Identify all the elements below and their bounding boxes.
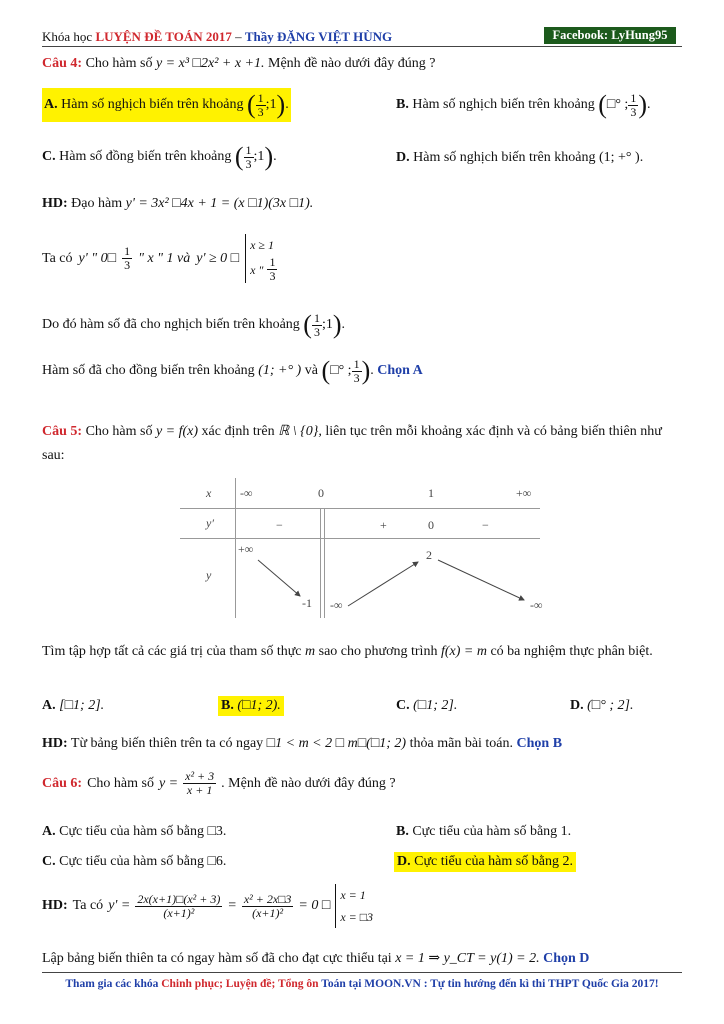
bracket-line: x = 1	[340, 888, 366, 902]
q4-option-d-label: D.	[396, 150, 410, 165]
frac-den: 3	[353, 370, 360, 385]
q4-option-b: B. Hàm số nghịch biến trên khoảng (□° ; $\frac{1}{3}$ ).	[396, 90, 651, 119]
frac-den: 3	[313, 324, 320, 339]
q4-hd-2	[42, 234, 277, 283]
frac-num: 2x(x+1)□(x² + 3)	[137, 891, 221, 906]
q4-hd-1	[42, 196, 313, 212]
q6-answer: Chọn D	[543, 951, 590, 966]
frac-den: (x+1)²	[163, 905, 195, 920]
hd-bracket	[245, 234, 277, 283]
q6-option-d-text: Cực tiểu của hàm số bằng 2.	[414, 854, 573, 869]
hd-label: HD:	[42, 898, 68, 913]
frac-den: 3	[269, 269, 276, 283]
q4-answer: Chọn A	[377, 363, 423, 379]
q6-option-a	[42, 824, 226, 840]
hd-math: " x " 1 và	[138, 250, 191, 266]
frac-num: 1	[269, 255, 276, 269]
q5-stem-text: Tìm tập hợp tất cả các giá trị của tham số thực	[42, 644, 302, 659]
q5-stem-text: Cho hàm số	[85, 424, 153, 439]
page-footer	[42, 978, 682, 990]
table-sign: 0	[428, 518, 434, 532]
q5-option-a	[42, 698, 104, 714]
frac-num: 1	[257, 90, 264, 105]
q4-label: Câu 4:	[42, 56, 83, 71]
hd-math: y' ≥ 0 □	[196, 250, 240, 266]
table-y-label: y	[206, 568, 212, 582]
variation-table	[180, 478, 543, 618]
q6-option-a-text: Cực tiểu của hàm số bằng □3.	[59, 824, 227, 839]
header-teacher: Thầy ĐẶNG VIỆT HÙNG	[244, 29, 393, 44]
frac-num: x² + 2x□3	[243, 891, 292, 906]
table-sign: −	[276, 518, 283, 532]
interval-end: ;1	[265, 97, 277, 113]
q5-stem-text: như sau:	[42, 424, 662, 463]
q4-stem-math: y = x³ □2x² + x +1.	[155, 56, 265, 71]
table-x-value: 0	[318, 486, 324, 500]
q6-option-c	[42, 854, 226, 870]
header-dash: –	[235, 29, 242, 44]
hd-math: y' " 0□	[78, 250, 117, 266]
q6-option-d	[394, 852, 576, 872]
q4-option-b-text: Hàm số nghịch biến trên khoảng	[412, 97, 595, 113]
hd-math: (1; +° )	[258, 363, 302, 379]
facebook-badge: Facebook: LyHung95	[544, 27, 676, 44]
table-x-label: x	[206, 486, 212, 500]
q6-option-d-label: D.	[397, 854, 411, 869]
hd-text: Đạo hàm	[71, 196, 123, 211]
bracket-line: x ≥ 1	[250, 238, 275, 252]
footer-highlight: Chinh phục; Luyện đề; Tổng ôn	[161, 978, 319, 990]
q6-hd-1: HD: Ta có y' = $\frac{\text{2x(x+1)□(x² + 3)}}{\text{(x+1)²}}$ = $\frac{\text{x² + 2x□3}}{\text{(x+1)²}}$ = 0 □ x = 1 x = □3	[42, 884, 373, 928]
q5-answer: Chọn B	[516, 736, 563, 751]
q5-stem-text: liên tục trên mỗi khoảng xác định và có bảng biến thiên	[325, 424, 637, 439]
q6-label: Câu 6:	[42, 775, 83, 791]
table-x-value: 1	[428, 486, 434, 500]
q5-option-b-text: (□1; 2).	[237, 698, 281, 713]
q6-stem-question: . Mệnh đề nào dưới đây đúng ?	[221, 775, 396, 791]
q5-option-b-label: B.	[221, 698, 234, 713]
hd-text: Ta có	[72, 898, 104, 913]
interval-end: ;1	[321, 317, 333, 333]
footer-divider	[42, 972, 682, 973]
hd-label: HD:	[42, 196, 68, 211]
table-y-value: +∞	[238, 542, 254, 556]
q5-option-d-text: (□° ; 2].	[587, 698, 634, 713]
q6-option-b	[396, 824, 571, 840]
arrow-down	[438, 560, 524, 600]
hd-math: x = 1 ⇒ y_CT = y(1) = 2.	[395, 951, 540, 966]
header-prefix: Khóa học	[42, 29, 93, 44]
header-divider	[42, 46, 682, 47]
table-y-value: -∞	[530, 598, 543, 612]
q5-stem-math: y = f(x)	[155, 424, 199, 439]
frac-den: (x+1)²	[252, 905, 284, 920]
frac-den: 3	[124, 258, 131, 272]
q4-stem-question: Mệnh đề nào dưới đây đúng ?	[268, 56, 436, 71]
hd-math: □1 < m < 2 □ m□(□1; 2)	[266, 736, 407, 751]
hd-math: y' = 3x² □4x + 1 = (x □1)(3x □1).	[125, 196, 314, 211]
table-sign: −	[482, 518, 489, 532]
header-course: LUYỆN ĐỀ TOÁN 2017	[95, 29, 232, 44]
frac-num: 1	[124, 244, 131, 258]
q6-option-a-label: A.	[42, 824, 56, 839]
q6-option-c-label: C.	[42, 854, 56, 869]
table-x-value: +∞	[516, 486, 532, 500]
hd-text: và	[304, 363, 318, 379]
table-y-value: -∞	[330, 598, 343, 612]
q4-hd-3: Do đó hàm số đã cho nghịch biến trên khoảng ( $\frac{1}{3}$ ;1).	[42, 310, 346, 339]
arrow-down	[258, 560, 300, 596]
frac-num: 1	[353, 356, 360, 371]
q5-option-d-label: D.	[570, 698, 584, 713]
q5-stem-text: biệt.	[628, 644, 653, 659]
hd-text: Ta có	[42, 250, 73, 266]
frac-num: 1	[245, 142, 252, 157]
table-yprime-label: y′	[206, 516, 214, 530]
hd-text: Hàm số đã cho đồng biến trên khoảng	[42, 363, 255, 379]
q4-hd-4: Hàm số đã cho đồng biến trên khoảng (1; +° ) và (□° ; $\frac{1}{3}$ ). Chọn A	[42, 356, 423, 385]
q5-stem-math: f(x) = m	[440, 644, 487, 659]
hd-bracket	[335, 884, 373, 928]
footer-text: Tham gia các khóa	[65, 978, 159, 990]
q5-stem-math: m	[305, 644, 316, 659]
hd-text: thỏa mãn bài toán.	[409, 736, 514, 751]
q5-option-d	[570, 698, 633, 714]
table-y-value: 2	[426, 548, 432, 562]
q4-option-d	[396, 150, 643, 166]
bracket-line: x "	[250, 262, 264, 277]
q4-stem	[42, 56, 435, 72]
q5-stem-set: ℝ \ {0},	[278, 424, 322, 439]
q5-option-b	[218, 696, 284, 716]
page-header	[42, 29, 392, 45]
table-y-value: -1	[302, 596, 312, 610]
q5-label: Câu 5:	[42, 424, 83, 439]
q4-option-c: C. Hàm số đồng biến trên khoảng ( $\frac{1}{3}$ ;1).	[42, 142, 277, 171]
hd-text: Do đó hàm số đã cho nghịch biến trên khoảng	[42, 317, 300, 333]
frac-num: 1	[630, 90, 637, 105]
frac-num: 1	[313, 310, 320, 325]
hd-text: Từ bảng biến thiên trên ta có ngay	[70, 736, 264, 751]
arrow-up	[348, 562, 418, 606]
q4-stem-text: Cho hàm số	[85, 56, 153, 71]
q4-option-a-label: A.	[44, 97, 58, 113]
q5-stem-text: xác định trên	[201, 424, 275, 439]
q6-hd-2	[42, 950, 589, 967]
interval-start: □° ;	[606, 97, 629, 113]
frac-den: 3	[630, 104, 637, 119]
q6-option-b-text: Cực tiểu của hàm số bằng 1.	[412, 824, 572, 839]
q5-hd	[42, 736, 562, 752]
frac-den: 3	[257, 104, 264, 119]
q4-option-d-text: Hàm số nghịch biến trên khoảng	[413, 150, 596, 165]
bracket-line: x = □3	[340, 910, 373, 924]
q5-option-c-text: (□1; 2].	[413, 698, 458, 713]
table-x-value: -∞	[240, 486, 253, 500]
q5-stem-2	[42, 640, 686, 664]
q4-option-c-text: Hàm số đồng biến trên khoảng	[59, 149, 232, 165]
q6-option-c-text: Cực tiểu của hàm số bằng □6.	[59, 854, 227, 869]
q4-option-d-interval: (1; +° ).	[598, 150, 644, 165]
q6-stem-text: Cho hàm số	[87, 775, 154, 791]
q5-option-a-text: [□1; 2].	[59, 698, 105, 713]
table-sign: +	[380, 518, 387, 532]
q5-option-a-label: A.	[42, 698, 56, 713]
q5-stem	[42, 420, 686, 468]
q5-stem-text: sao cho phương trình	[318, 644, 438, 659]
q5-option-c-label: C.	[396, 698, 410, 713]
q6-option-b-label: B.	[396, 824, 409, 839]
q4-option-a: A. Hàm số nghịch biến trên khoảng ( $\frac{1}{3}$ ;1).	[42, 88, 291, 122]
hd-label: HD:	[42, 736, 68, 751]
q4-option-a-text: Hàm số nghịch biến trên khoảng	[61, 97, 244, 113]
interval-start: □° ;	[330, 363, 352, 379]
q5-option-c	[396, 698, 457, 714]
frac-den: 3	[245, 156, 252, 171]
q6-stem: Câu 6: Cho hàm số y = $\frac{\text{x² + 3}}{x + 1}$ . Mệnh đề nào dưới đây đúng ?	[42, 769, 396, 797]
frac-num: x² + 3	[185, 769, 215, 783]
hd-math: = 0 □	[298, 898, 331, 913]
q5-stem-text: có ba nghiệm thực phân	[490, 644, 625, 659]
frac-den: x + 1	[186, 783, 213, 797]
hd-text: Lập bảng biến thiên ta có ngay hàm số đã cho đạt cực thiểu tại	[42, 951, 392, 966]
interval-end: ;1	[253, 149, 265, 165]
footer-text: Toán tại MOON.VN : Tự tin hướng đến kì thi THPT Quốc Gia 2017!	[321, 978, 659, 990]
q4-option-b-label: B.	[396, 97, 409, 113]
q4-option-c-label: C.	[42, 149, 56, 165]
table-arrows	[180, 478, 540, 618]
